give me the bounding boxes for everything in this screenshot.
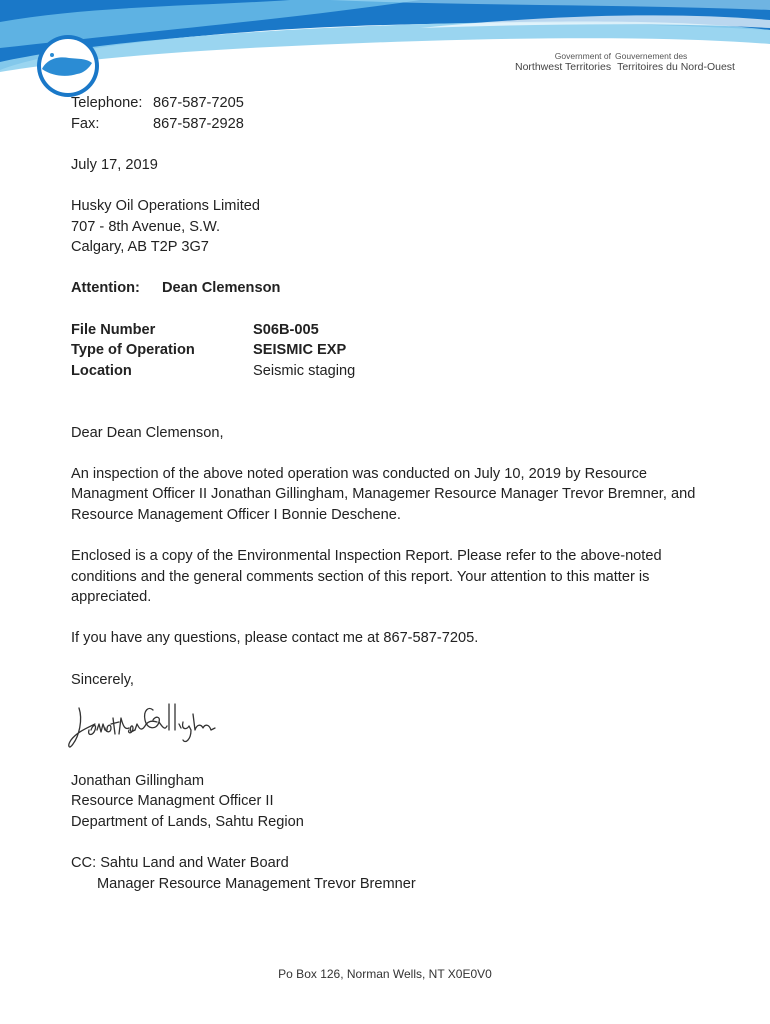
location-label: Location: [71, 362, 132, 379]
file-number-value: S06B-005: [253, 321, 319, 338]
header-banner: [0, 0, 770, 100]
letter-date: July 17, 2019: [71, 156, 158, 173]
government-wordmark: [515, 51, 735, 72]
attention-label: Attention:: [71, 280, 140, 297]
cc-line-1: CC: Sahtu Land and Water Board: [71, 855, 289, 872]
body-paragraph-3: If you have any questions, please contact me at 867-587-7205.: [71, 630, 479, 647]
signer-title: Resource Managment Officer II: [71, 793, 274, 810]
recipient-line-1: Husky Oil Operations Limited: [71, 197, 260, 214]
fax-line: [71, 114, 701, 135]
recipient-line-2: 707 - 8th Avenue, S.W.: [71, 218, 221, 235]
signature-image: [65, 700, 225, 756]
signer-name: Jonathan Gillingham: [71, 772, 205, 789]
location-value: Seismic staging: [253, 362, 356, 379]
cc-line-2: Manager Resource Management Trevor Bremner: [97, 875, 416, 892]
type-of-operation-row: [71, 340, 701, 361]
recipient-line-3: Calgary, AB T2P 3G7: [71, 239, 209, 256]
telephone-number: 867-587-7205: [153, 95, 244, 111]
type-label: Type of Operation: [71, 342, 195, 359]
gov-en-small: Government of: [554, 51, 611, 61]
type-value: SEISMIC EXP: [253, 342, 347, 359]
body-paragraph-1: An inspection of the above noted operation was conducted on July 10, 2019 by Resource Managment Officer II Jonathan Gillingham, Managemer Resource Manager Trevor Bremner, and Resource Management Officer I Bonnie Deschene.: [71, 465, 696, 523]
closing: Sincerely,: [71, 671, 134, 688]
location-row: [71, 361, 701, 382]
body-paragraph-2: Enclosed is a copy of the Environmental Inspection Report. Please refer to the above-noted conditions and the general comments section of this report. Your attention to this matter is appreciated.: [71, 548, 662, 606]
letter-body: [71, 93, 701, 894]
fax-label: Fax:: [71, 115, 100, 132]
gov-en: Northwest Territories: [515, 61, 612, 73]
footer-address: Po Box 126, Norman Wells, NT X0E0V0: [278, 967, 492, 981]
polar-bear-logo-icon: [37, 35, 99, 97]
telephone-line: [71, 93, 701, 114]
signer-department: Department of Lands, Sahtu Region: [71, 814, 304, 830]
attention-line: [71, 278, 701, 299]
gov-fr-small: Gouvernement des: [615, 51, 688, 61]
file-number-row: [71, 320, 701, 341]
gov-fr: Territoires du Nord-Ouest: [617, 61, 735, 73]
salutation: Dear Dean Clemenson,: [71, 424, 224, 441]
fax-number: 867-587-2928: [153, 115, 244, 132]
file-number-label: File Number: [71, 321, 156, 338]
attention-name: Dean Clemenson: [162, 280, 281, 297]
telephone-label: Telephone:: [71, 95, 143, 111]
